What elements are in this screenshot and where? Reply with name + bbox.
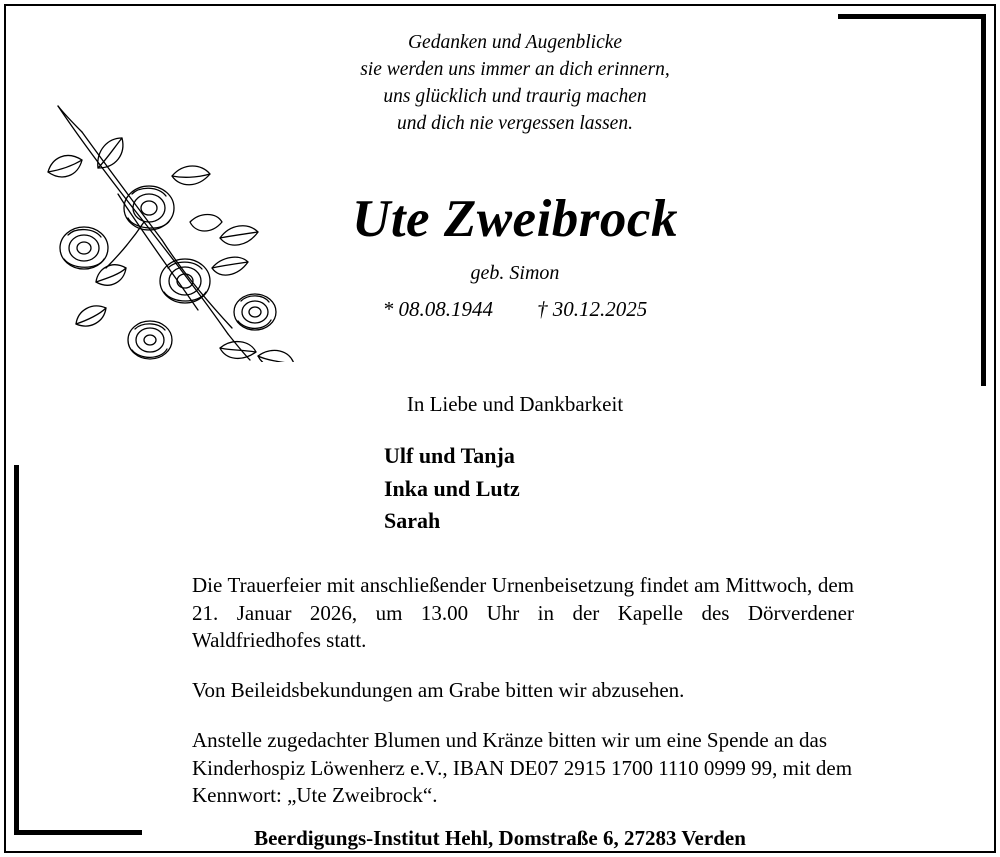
verse (300, 30, 730, 138)
deceased-dates (280, 297, 750, 322)
family-names (384, 440, 520, 538)
list-item: Inka und Lutz (384, 475, 520, 501)
verse-line: Gedanken und Augenblicke (407, 32, 623, 53)
corner-bracket-bottom-left (14, 465, 142, 835)
paragraph-ceremony: Die Trauerfeier mit anschließender Urnenbeisetzung findet am Mittwoch, dem 21. Januar 2026, um 13.00 Uhr in der Kapelle des Dörverdener Waldfriedhofes statt. (192, 573, 854, 653)
list-item: Ulf und Tanja (384, 443, 515, 468)
rose-branch-icon (22, 72, 302, 362)
verse-line: uns glücklich und traurig machen (383, 85, 647, 107)
corner-bracket-top-right (838, 14, 986, 386)
list-item: Sarah (384, 508, 441, 534)
deceased-name: Ute Zweibrock (352, 190, 678, 248)
verse-line: sie werden uns immer an dich erinnern, (360, 58, 670, 80)
funeral-home-footer: Beerdigungs-Institut Hehl, Domstraße 6, 27283 Verden (254, 826, 746, 850)
dedication-heading: In Liebe und Dankbarkeit (406, 392, 624, 416)
deceased-maiden-name: geb. Simon (470, 262, 560, 285)
paragraph-condolences: Von Beileidsbekundungen am Grabe bitten wir abzusehen. (192, 678, 685, 703)
death-date: † 30.12.2025 (537, 297, 648, 322)
deceased-block (280, 190, 750, 322)
paragraph-donation: Anstelle zugedachter Blumen und Kränze bitten wir um eine Spende an das Kinderhospiz Löwenherz e.V., IBAN DE07 2915 1700 1110 0999 99, mit dem Kennwort: „Ute Zweibrock“. (192, 727, 853, 808)
verse-line: und dich nie vergessen lassen. (397, 112, 633, 134)
birth-date: * 08.08.1944 (382, 297, 493, 322)
service-details (192, 572, 854, 810)
